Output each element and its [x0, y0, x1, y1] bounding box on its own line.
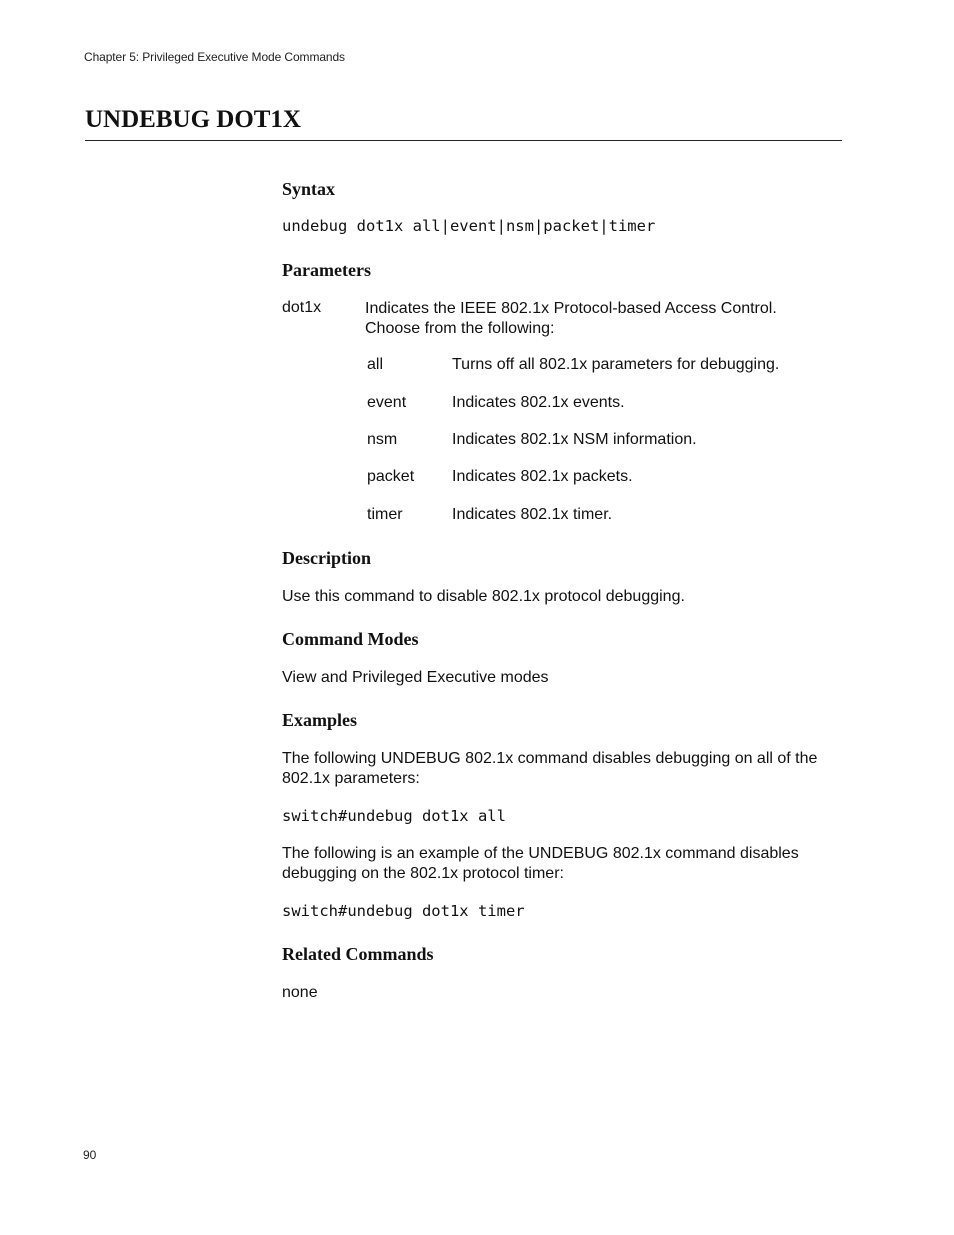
option-description: Indicates 802.1x timer.	[452, 506, 613, 523]
example-intro-2: The following is an example of the UNDEBUG 802.1x command disables debugging on the 802.1x protocol timer:	[282, 845, 799, 882]
command-modes-text: View and Privileged Executive modes	[282, 669, 549, 686]
option-description: Indicates 802.1x events.	[452, 394, 625, 411]
parameters-heading: Parameters	[282, 260, 371, 280]
examples-heading: Examples	[282, 710, 358, 730]
option-description: Turns off all 802.1x parameters for debugging.	[452, 356, 780, 373]
option-name: timer	[367, 506, 403, 523]
running-head: Chapter 5: Privileged Executive Mode Commands	[84, 50, 345, 64]
parameter-description: Indicates the IEEE 802.1x Protocol-based Access Control. Choose from the following:	[365, 300, 777, 337]
syntax-heading: Syntax	[282, 179, 336, 199]
page-title: UNDEBUG DOT1X	[85, 106, 301, 133]
parameter-name: dot1x	[282, 299, 322, 316]
option-name: all	[367, 356, 384, 373]
description-text: Use this command to disable 802.1x protocol debugging.	[282, 588, 685, 605]
related-commands-text: none	[282, 984, 318, 1001]
example-code-1: switch#undebug dot1x all	[282, 807, 506, 825]
description-heading: Description	[282, 548, 371, 568]
title-rule	[85, 140, 842, 141]
example-intro-1: The following UNDEBUG 802.1x command disables debugging on all of the 802.1x parameters:	[282, 750, 818, 787]
option-description: Indicates 802.1x NSM information.	[452, 431, 697, 448]
command-modes-heading: Command Modes	[282, 629, 419, 649]
option-description: Indicates 802.1x packets.	[452, 468, 633, 485]
option-name: packet	[367, 468, 415, 485]
syntax-code: undebug dot1x all|event|nsm|packet|timer	[282, 217, 656, 235]
example-code-2: switch#undebug dot1x timer	[282, 902, 525, 920]
option-name: nsm	[367, 431, 398, 448]
related-commands-heading: Related Commands	[282, 944, 434, 964]
page-number: 90	[83, 1148, 97, 1162]
option-name: event	[367, 394, 407, 411]
